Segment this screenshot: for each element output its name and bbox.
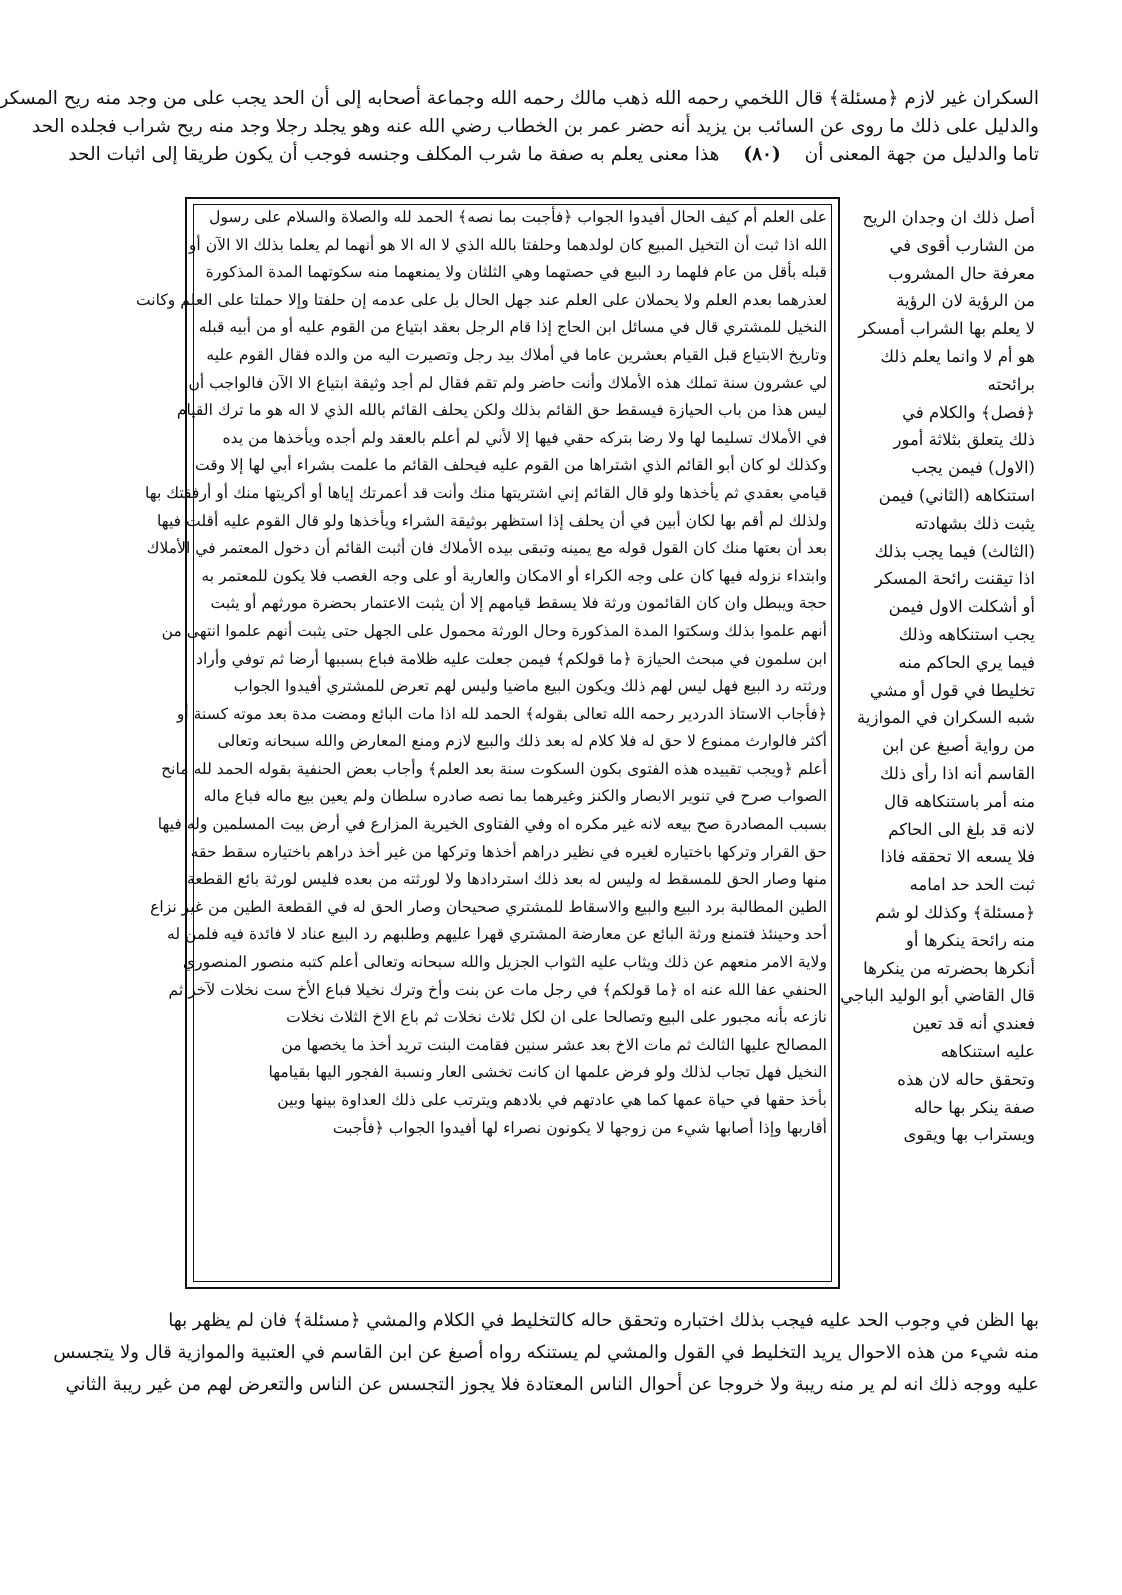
box-line: المصالح عليها الثالث ثم مات الاخ بعد عشر سنين فقامت البنت تريد أخذ ما يخصها من xyxy=(281,1035,827,1054)
box-line: حجة ويبطل وان كان القائمون ورثة فلا يسقط قيامهم إلا أن يثبت الاعتمار بحضرة مورثهم أو يثبت xyxy=(210,594,827,613)
top-text-block xyxy=(0,85,1039,169)
margin-line: استنكاهه (الثاني) فيمن xyxy=(878,485,1035,505)
margin-line: ﴿فصل﴾ والكلام في xyxy=(902,402,1035,422)
box-line: أنهم علموا بذلك وسكتوا المدة المذكورة وحال الورثة محمول على الجهل حتى يثبت أنهم علموا انتهى من xyxy=(161,621,827,640)
box-line: أكثر فالوارث ممنوع لا حق له فلا كلام له بعد ذلك والبيع لازم ومنع المعارض والله سبحانه وتعالى xyxy=(217,732,827,751)
margin-line: وتحقق حاله لان هذه xyxy=(897,1069,1035,1089)
margin-line: القاسم أنه اذا رأى ذلك xyxy=(879,763,1035,783)
margin-line: ذلك يتعلق بثلاثة أمور xyxy=(893,430,1035,450)
box-line: وكذلك لو كان أبو القائم الذي اشتراها من القوم عليه فيحلف القائم ما علمت بشراء أبي لها إلا وقت xyxy=(194,456,827,475)
box-line: ابن سلمون في مبحث الحيازة ﴿ما قولكم﴾ فيمن جعلت عليه ظلامة فباع بسببها أرضا ثم توفي وأراد xyxy=(196,649,827,668)
box-line: ﴿فأجاب الاستاذ الدردير رحمه الله تعالى بقوله﴾ الحمد لله اذا مات البائع ومضت مدة بعد موته كسنة أو xyxy=(176,704,827,723)
margin-line: أنكرها بحضرته من ينكرها xyxy=(863,958,1035,978)
page-number: (٨٠) xyxy=(743,144,781,165)
top-line-part: تاما والدليل من جهة المعنى أن xyxy=(804,144,1039,165)
margin-line: من الشارب أقوى في xyxy=(889,235,1035,255)
margin-line: فلا يسعه الا تحققه فاذا xyxy=(880,847,1035,867)
margin-line: قال القاضي أبو الوليد الباجي xyxy=(840,986,1035,1006)
margin-line: من رواية أصبغ عن ابن xyxy=(882,736,1035,756)
top-line xyxy=(68,141,1039,169)
box-line: لعذرهما بعدم العلم ولا يحملان على العلم عند جهل الحال بل على عدمه إن حلفتا وإلا حملتا على العلم وكانت xyxy=(135,290,827,309)
margin-line: هو أم لا وانما يعلم ذلك xyxy=(880,346,1035,366)
box-line: في الأملاك تسليما لها ولا رضا بتركه حقي فيها إلا لأني لم أعلم بالعقد ولم أجده ويأخذها من يده xyxy=(222,428,827,447)
box-line: ورثته رد البيع فهل ليس لهم ذلك ويكون البيع ماضيا وليس لهم تعرض للمشتري أفيدوا الجواب xyxy=(233,677,827,696)
margin-line: لا يعلم بها الشراب أمسكر xyxy=(858,319,1035,339)
margin-commentary-column xyxy=(840,204,1035,1287)
box-line: قيامي بعقدي ثم يأخذها ولو قال القائم إني اشتريتها منك وأنت قد أعمرتك إياها أو أكريتها منك أو أرفقتك بها xyxy=(145,483,827,502)
bottom-text-block xyxy=(53,1305,1039,1401)
box-line: الله اذا ثبت أن التخيل المبيع كان لولدهما وحلفتا بالله الذي لا اله الا هو أنهما لم يعلما بذلك الا الآن أو xyxy=(188,235,827,254)
margin-line: معرفة حال المشروب xyxy=(888,263,1035,283)
box-line: بعد أن بعتها منك كان القول قوله مع يمينه وتبقى بيده الأملاك فان أثبت القائم أن دخول المعتمر في الأملاك xyxy=(146,539,827,558)
box-line: أقاربها وإذا أصابها شيء من زوجها لا يكونون نصراء لها أفيدوا الجواب ﴿فأجبت xyxy=(332,1118,827,1137)
margin-line: فيما يري الحاكم منه xyxy=(898,652,1035,672)
margin-line: ثبت الحد حد امامه xyxy=(909,875,1035,895)
box-line: النخيل للمشتري قال في مسائل ابن الحاج إذا قام الرجل بعقد ابتياع من القوم عليه أو من أبيه قبله xyxy=(198,318,827,337)
margin-line: (الاول) فيمن يجب xyxy=(911,458,1035,478)
box-line: بسبب المصادرة صح بيعه لانه غير مكره اه وفي الفتاوى الخيرية المزارع في أرض بيت المسلمين وله فيها xyxy=(157,815,827,834)
margin-line: منه رائحة ينكرها أو xyxy=(905,930,1035,950)
top-line: السكران غير لازم ﴿مسئلة﴾ قال اللخمي رحمه الله ذهب مالك رحمه الله وجماعة أصحابه إلى أن الحد يجب على من وجد منه ريح المسكر xyxy=(0,88,1039,109)
box-line: بأخذ حقها في حياة عمها كما هي عادتهم في بلادهم ويترتب على ذلك العداوة بينها وبين xyxy=(277,1091,827,1109)
box-line: الحنفي عفا الله عنه اه ﴿ما قولكم﴾ في رجل مات عن بنت وأخ وترك نخيلا فباع الأخ ست نخلات لآخر ثم xyxy=(168,980,827,999)
margin-line: من الرؤية لان الرؤية xyxy=(896,291,1035,311)
bottom-line: منه شيء من هذه الاحوال يريد التخليط في القول والمشي لم يستنكه رواه أصبغ عن ابن القاسم في العتبية والموازية قال ولا يتجسس xyxy=(53,1342,1039,1363)
margin-line: لانه قد بلغ الى الحاكم xyxy=(888,819,1035,839)
box-line: على العلم أم كيف الحال أفيدوا الجواب ﴿فأجبت بما نصه﴾ الحمد لله والصلاة والسلام على رسول xyxy=(209,208,827,226)
box-line: ولاية الامر منعهم عن ذلك ويثاب عليه الثواب الجزيل والله سبحانه وتعالى أعلم كتبه منصور المنصوري xyxy=(182,953,827,972)
margin-line: ﴿مسئلة﴾ وكذلك لو شم xyxy=(875,902,1035,922)
margin-line: يجب استنكاهه وذلك xyxy=(898,624,1035,644)
margin-line: اذا تيقنت رائحة المسكر xyxy=(874,569,1035,589)
box-line: منها وصار الحق للمسقط له وليس له بعد ذلك استردادها ولا لورثته من بعده فليس لورثة بائع القطعة xyxy=(186,870,827,889)
box-line: حق القرار وتركها باختياره لغيره في نظير دراهم أخذها وتركها من غير أخذ دراهم باختياره سقط حقه xyxy=(190,842,827,861)
margin-line: صفة ينكر بها حاله xyxy=(913,1097,1035,1117)
margin-line: منه أمر باستنكاهه قال xyxy=(884,791,1035,811)
margin-line: عليه استنكاهه xyxy=(940,1041,1035,1061)
bottom-line: بها الظن في وجوب الحد عليه فيجب بذلك اختباره وتحقق حاله كالتخليط في الكلام والمشي ﴿مسئلة﴾ فان لم يظهر بها xyxy=(168,1310,1039,1331)
box-line: ليس هذا من باب الحيازة فيسقط حق القائم بذلك ولكن يحلف القائم بالله الذي لا اله هو ما ترك القيام xyxy=(176,401,827,420)
margin-line: فعندي أنه قد تعين xyxy=(912,1014,1035,1034)
box-line: لي عشرون سنة تملك هذه الأملاك وأنت حاضر ولم تقم فقال لم أجد وثيقة ابتياع الا الآن فالواجب أن xyxy=(188,373,827,392)
box-line: أعلم ﴿ويجب تقييده هذه الفتوى بكون السكوت سنة بعد العلم﴾ وأجاب بعض الحنفية بقوله الحمد لله مانح xyxy=(161,759,827,778)
framed-fatwa-text xyxy=(135,204,827,1282)
margin-line: شبه السكران في الموازية xyxy=(857,708,1035,728)
box-line: ولذلك لم أقم بها لكان أبين في أن يحلف إذا استظهر بوثيقة الشراء ويأخذها ولو قال القوم عليه أقلت فيها xyxy=(157,511,827,530)
margin-line: أو أشكلت الاول فيمن xyxy=(888,597,1035,617)
bottom-line: عليه ووجه ذلك انه لم ير منه ريبة ولا خروجا عن أحوال الناس المعتادة فلا يجوز التجسس عن الناس والتعرض لهم من غير ريبة الثاني xyxy=(65,1374,1039,1395)
margin-line: تخليطا في قول أو مشي xyxy=(869,680,1035,700)
box-line: الصواب صرح في تنوير الابصار والكنز وغيرهما بما نصه صادره سلطان ولم يعين بيع ماله فباع ماله xyxy=(203,787,827,806)
box-line: نازعه بأنه مجبور على البيع وتصالحا على ان لكل ثلاث نخلات ثم باع الاخ الثلاث نخلات xyxy=(286,1008,827,1027)
margin-line: أصل ذلك ان وجدان الريح xyxy=(862,208,1035,227)
box-line: أحد وحينئذ فتمنع ورثة البائع عن معارضة المشتري قهرا عليهم وطلبهم رد البيع عناد لا فائدة فيه فلمن له xyxy=(166,925,827,944)
top-line: والدليل على ذلك ما روى عن السائب بن يزيد أنه حضر عمر بن الخطاب رضي الله عنه وهو يجلد رجلا وجد منه ريح شراب فجلده الحد xyxy=(32,116,1039,137)
box-line: قبله بأقل من عام فلهما رد البيع في حصتهما وهي الثلثان ولا يمنعهما منه سكوتهما المدة المذكورة xyxy=(205,263,827,282)
box-line: الطين المطالبة برد البيع والبيع والاسقاط للمشتري صحيحان وصار الحق له في القطعة الطين من غير نزاع xyxy=(150,897,827,916)
box-line: النخيل فهل تجاب لذلك ولو فرض علمها ان كانت تخشى العار ونسبة الفجور اليها بقيامها xyxy=(268,1063,827,1082)
margin-line: (الثالث) فيما يجب بذلك xyxy=(874,541,1035,561)
box-line: وتاريخ الابتياع قبل القيام بعشرين عاما في أملاك بيد رجل وتصيرت اليه من والده فقال القوم عليه xyxy=(206,345,827,364)
margin-line: برائحته xyxy=(987,374,1035,394)
margin-line: ويستراب بها ويقوى xyxy=(903,1125,1035,1145)
box-line: وابتداء نزوله فيها كان على وجه الكراء أو الامكان والعارية أو على وجه الغصب فلا يكون للمعتمر به xyxy=(201,566,827,585)
margin-line: يثبت ذلك بشهادته xyxy=(914,513,1035,533)
top-line-part: هذا معنى يعلم به صفة ما شرب المكلف وجنسه فوجب أن يكون طريقا إلى اثبات الحد xyxy=(68,144,720,165)
